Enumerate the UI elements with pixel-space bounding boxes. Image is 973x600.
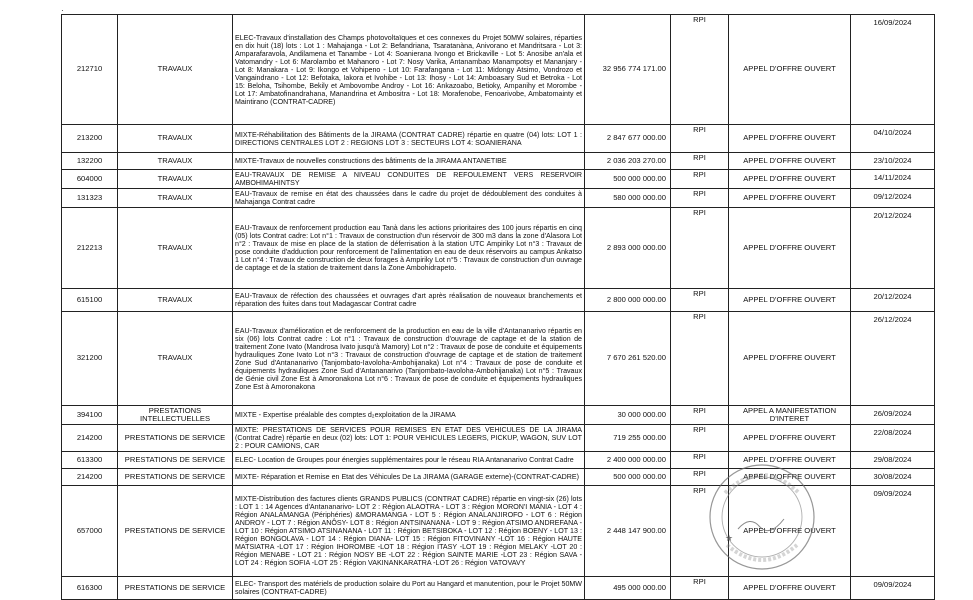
row-procurement-mode: APPEL D'OFFRE OUVERT bbox=[729, 486, 851, 577]
row-procurement-mode: APPEL D'OFFRE OUVERT bbox=[729, 208, 851, 289]
row-code: 214200 bbox=[62, 425, 118, 452]
table-row bbox=[62, 170, 935, 189]
row-amount: 30 000 000.00 bbox=[585, 406, 671, 425]
row-source: RPI bbox=[671, 486, 729, 577]
row-category: TRAVAUX bbox=[118, 312, 233, 406]
page-speck: · bbox=[61, 6, 64, 15]
row-description: MIXTE-Réhabilitation des Bâtiments de la JIRAMA (CONTRAT CADRE) répartie en quatre (04) lots: LOT 1 : DIRECTIONS CENTRALES LOT 2 : REGIONS LOT 3 : SECTEURS LOT 4: SOANIERANA bbox=[233, 125, 585, 153]
row-procurement-mode: APPEL D'OFFRE OUVERT bbox=[729, 153, 851, 170]
row-category: PRESTATIONS DE SERVICE bbox=[118, 577, 233, 600]
row-date: 04/10/2024 bbox=[851, 125, 935, 153]
row-code: 132200 bbox=[62, 153, 118, 170]
row-date: 09/09/2024 bbox=[851, 577, 935, 600]
row-code: 616300 bbox=[62, 577, 118, 600]
row-procurement-mode: APPEL D'OFFRE OUVERT bbox=[729, 189, 851, 208]
row-category: TRAVAUX bbox=[118, 153, 233, 170]
row-category: PRESTATIONS DE SERVICE bbox=[118, 486, 233, 577]
row-procurement-mode: APPEL D'OFFRE OUVERT bbox=[729, 125, 851, 153]
table-body bbox=[62, 15, 935, 600]
row-category: TRAVAUX bbox=[118, 15, 233, 125]
row-description: EAU-Travaux de réfection des chaussées et ouvrages d'art après réalisation de nouveaux branchements et réparation des fuites dans tout Madagascar Contrat cadre bbox=[233, 289, 585, 312]
row-description: ELEC-Travaux d'installation des Champs photovoltaïques et ces connexes du Projet 50MW solaires, réparties en dix huit (18) lots : Lot 1 : Mahajanga - Lot 2: Befandriana, Tsaratanàna, Anivorano et Mandritsara - Lot 3: Amparafaravola, Andilamena et Tanambe - Lot 4: Soanierana Ivongo et Brickaville - Lot 5: Anosibe an'ala et Vatomandry - Lot 6: Marolambo et Mahanoro - Lot 7: Nosy Varika, Antanambao Manampotsy et Mananjary - Lot 8: Manakara - Lot 9: Ikongo et Vohipeno - Lot 10: Farafangana - Lot 11: Midongy Atsimo, Vondrozo et Vangaindrano - Lot 12: Befotaka, Iakora et Ivohibe - Lot 13: Ihosy - Lot 14: Amboasary Sud et Betroka - Lot 15: Beloha, Tsihombe, Bekily et Ambovombe Androy - Lot 16: Ankazoabo, Betioky, Ampanihy et Morombe - Lot 17: Ambatofinandrahana, Manandrina et Ambositra - Lot 18: Morafenobe, Fenoarivobe, Ambatomainty et Maintirano (CONTRAT-CADRE) bbox=[233, 15, 585, 125]
row-description: MIXTE- Réparation et Remise en Etat des Véhicules De La JIRAMA (GARAGE externe)-(CONTRAT-CADRE) bbox=[233, 469, 585, 486]
row-amount: 495 000 000.00 bbox=[585, 577, 671, 600]
svg-text:★: ★ bbox=[725, 533, 734, 543]
table-row bbox=[62, 15, 935, 125]
row-date: 16/09/2024 bbox=[851, 15, 935, 125]
row-source: RPI bbox=[671, 469, 729, 486]
row-procurement-mode: APPEL D'OFFRE OUVERT bbox=[729, 289, 851, 312]
row-category: TRAVAUX bbox=[118, 170, 233, 189]
row-procurement-mode: APPEL D'OFFRE OUVERT bbox=[729, 469, 851, 486]
row-category: TRAVAUX bbox=[118, 289, 233, 312]
table-row bbox=[62, 208, 935, 289]
row-date: 23/10/2024 bbox=[851, 153, 935, 170]
row-date: 22/08/2024 bbox=[851, 425, 935, 452]
row-code: 321200 bbox=[62, 312, 118, 406]
row-source: RPI bbox=[671, 189, 729, 208]
row-procurement-mode: APPEL A MANIFESTATION D'INTERET bbox=[729, 406, 851, 425]
row-date: 09/09/2024 bbox=[851, 486, 935, 577]
row-category: PRESTATIONS DE SERVICE bbox=[118, 469, 233, 486]
row-code: 613300 bbox=[62, 452, 118, 469]
row-category: TRAVAUX bbox=[118, 125, 233, 153]
row-description: ELEC- Location de Groupes pour énergies supplémentaires pour le réseau RIA Antananarivo Contrat Cadre bbox=[233, 452, 585, 469]
row-code: 213200 bbox=[62, 125, 118, 153]
row-category: PRESTATIONS INTELLECTUELLES bbox=[118, 406, 233, 425]
row-procurement-mode: APPEL D'OFFRE OUVERT bbox=[729, 170, 851, 189]
row-date: 29/08/2024 bbox=[851, 452, 935, 469]
row-source: RPI bbox=[671, 289, 729, 312]
row-category: TRAVAUX bbox=[118, 208, 233, 289]
row-procurement-mode: APPEL D'OFFRE OUVERT bbox=[729, 452, 851, 469]
row-category: PRESTATIONS DE SERVICE bbox=[118, 452, 233, 469]
row-amount: 32 956 774 171.00 bbox=[585, 15, 671, 125]
row-amount: 719 255 000.00 bbox=[585, 425, 671, 452]
row-source: RPI bbox=[671, 452, 729, 469]
row-source: RPI bbox=[671, 312, 729, 406]
table-row bbox=[62, 189, 935, 208]
row-date: 30/08/2024 bbox=[851, 469, 935, 486]
table-row bbox=[62, 452, 935, 469]
table-row bbox=[62, 486, 935, 577]
row-procurement-mode: APPEL D'OFFRE OUVERT bbox=[729, 577, 851, 600]
table-row bbox=[62, 577, 935, 600]
row-code: 604000 bbox=[62, 170, 118, 189]
row-procurement-mode: APPEL D'OFFRE OUVERT bbox=[729, 425, 851, 452]
row-code: 214200 bbox=[62, 469, 118, 486]
row-date: 26/09/2024 bbox=[851, 406, 935, 425]
row-source: RPI bbox=[671, 406, 729, 425]
table-row bbox=[62, 312, 935, 406]
row-description: MIXTE - Expertise préalable des comptes d₂exploitation de la JIRAMA bbox=[233, 406, 585, 425]
row-date: 26/12/2024 bbox=[851, 312, 935, 406]
row-amount: 2 847 677 000.00 bbox=[585, 125, 671, 153]
row-code: 657000 bbox=[62, 486, 118, 577]
table-row bbox=[62, 469, 935, 486]
row-amount: 500 000 000.00 bbox=[585, 469, 671, 486]
row-source: RPI bbox=[671, 170, 729, 189]
row-amount: 7 670 261 520.00 bbox=[585, 312, 671, 406]
row-amount: 500 000 000.00 bbox=[585, 170, 671, 189]
table-row bbox=[62, 406, 935, 425]
row-date: 09/12/2024 bbox=[851, 189, 935, 208]
row-date: 14/11/2024 bbox=[851, 170, 935, 189]
row-amount: 2 893 000 000.00 bbox=[585, 208, 671, 289]
row-description: MIXTE: PRESTATIONS DE SERVICES POUR REMISES EN ETAT DES VEHICULES DE LA JIRAMA (Contrat Cadre) répartie en deux (02) lots: LOT 1: POUR VEHICULES LEGERS, PICKUP, WAGON, SUV LOT 2 : POUR CAMIONS, CAR bbox=[233, 425, 585, 452]
table-row bbox=[62, 125, 935, 153]
row-description: EAU-Travaux de renforcement production eau Tanà dans les actions prioritaires des 100 jours répartis en cinq (05) lots Contrat cadre: Lot n°1 : Travaux de construction d'un réservoir de 300 m3 dans la zone d'Alasora Lot n°2 : Travaux de mise en place de la station de déferrisation à la station UTC Ampiriky Lot n°3 : Travaux de pose conduite d'adduction pour renforcement de l'alimentation en eau de deux réservoirs au campus Ankatso 1 Lot n°4 : Travaux de construction de deux forages à Ampiriky Lot n°5 : Travaux de construction d'un ouvrage de captage et de la station de traitement dans la Zone Ambohidrapeto. bbox=[233, 208, 585, 289]
table-row bbox=[62, 425, 935, 452]
row-code: 212710 bbox=[62, 15, 118, 125]
row-source: RPI bbox=[671, 153, 729, 170]
row-description: MIXTE-Travaux de nouvelles constructions des bâtiments de la JIRAMA ANTANETIBE bbox=[233, 153, 585, 170]
row-description: ELEC- Transport des matériels de production solaire du Port au Hangard et manutention, pour le Projet 50MW solaires (CONTRAT-CADRE) bbox=[233, 577, 585, 600]
row-source: RPI bbox=[671, 125, 729, 153]
row-description: EAU-TRAVAUX DE REMISE A NIVEAU CONDUITES DE REFOULEMENT VERS RESERVOIR AMBOHIMAHINTSY bbox=[233, 170, 585, 189]
row-description: EAU-Travaux de remise en état des chaussées dans le cadre du projet de dédoublement des conduites à Mahajanga Contrat cadre bbox=[233, 189, 585, 208]
row-description: MIXTE-Distribution des factures clients GRANDS PUBLICS (CONTRAT CADRE) répartie en vingt-six (26) lots : LOT 1 : 14 Agences d'Antananarivo- LOT 2 : Région ALAOTRA - LOT 3 : Région MORON'I MANIA - LOT 4 : Région ANALAMANGA (Périphéries) &MORAMANGA - LOT 5 : Région ANALANJIROFO - LOT 6 : Région ANDROY - LOT 7 : Région ANÔSY- LOT 8 : Région ANTSINANANA - LOT 9 : Région ATSIMO ANDREFANA - LOT 10 : Région ATSIMO ATSINANANA - LOT 11 : Région BETSIBOKA - LOT 12 : Région BOENY - LOT 13 : Région BONGOLAVA - LOT 14 : Région DIANA- LOT 15 : Région FITOVINANY -LOT 16 : Région HAUTE MATSIATRA -LOT 17 : Région IHOROMBE -LOT 18 : Région ITASY -LOT 19 : Région MELAKY -LOT 20 : Région MENABE - LOT 21 : Région NOSY BE -LOT 22 : Région SAINTE MARIE -LOT 23 : Région SAVA -LOT 24 : Région SOFIA -LOT 25 : Région VAKINANKARATRA -LOT 26 : Région VATOVAVY bbox=[233, 486, 585, 577]
row-amount: 580 000 000.00 bbox=[585, 189, 671, 208]
row-date: 20/12/2024 bbox=[851, 208, 935, 289]
row-procurement-mode: APPEL D'OFFRE OUVERT bbox=[729, 312, 851, 406]
table-row bbox=[62, 289, 935, 312]
row-date: 20/12/2024 bbox=[851, 289, 935, 312]
row-amount: 2 448 147 900.00 bbox=[585, 486, 671, 577]
row-code: 212213 bbox=[62, 208, 118, 289]
row-code: 394100 bbox=[62, 406, 118, 425]
procurement-table bbox=[61, 14, 935, 600]
row-code: 131323 bbox=[62, 189, 118, 208]
row-code: 615100 bbox=[62, 289, 118, 312]
row-description: EAU-Travaux d'amélioration et de renforcement de la production en eau de la ville d'Antananarivo répartis en six (06) lots Contrat cadre : Lot n°1 : Travaux de construction d'ouvrage de captage et de la station de traitement Zone Ivato (Mandrosa Ivato jusqu'à Mamory) Lot n°2 : Travaux de pose de conduite et équipements hydrauliques Zone Ivato Lot n°3 : Travaux de construction d'ouvrage de captage et de station de traitement Zone Sud d'Antananarivo (Tanjombato-Iavoloha-Ambohijanaka) Lot n°4 : Travaux de pose de conduite et équipements hydrauliques Zone Sud d'Antananarivo (Tanjombato-Iavoloha-Ambohijanaka) Lot n°5 : Travaux de Génie civil Zone Est à Amoronakona Lot n°6 : Travaux de pose de conduite et équipements hydrauliques Zone Est à Amoronakona bbox=[233, 312, 585, 406]
table-row bbox=[62, 153, 935, 170]
row-amount: 2 800 000 000.00 bbox=[585, 289, 671, 312]
row-source: RPI bbox=[671, 208, 729, 289]
row-source: RPI bbox=[671, 15, 729, 125]
row-category: TRAVAUX bbox=[118, 189, 233, 208]
row-procurement-mode: APPEL D'OFFRE OUVERT bbox=[729, 15, 851, 125]
row-category: PRESTATIONS DE SERVICE bbox=[118, 425, 233, 452]
row-amount: 2 400 000 000.00 bbox=[585, 452, 671, 469]
row-source: RPI bbox=[671, 577, 729, 600]
row-amount: 2 036 203 270.00 bbox=[585, 153, 671, 170]
row-source: RPI bbox=[671, 425, 729, 452]
